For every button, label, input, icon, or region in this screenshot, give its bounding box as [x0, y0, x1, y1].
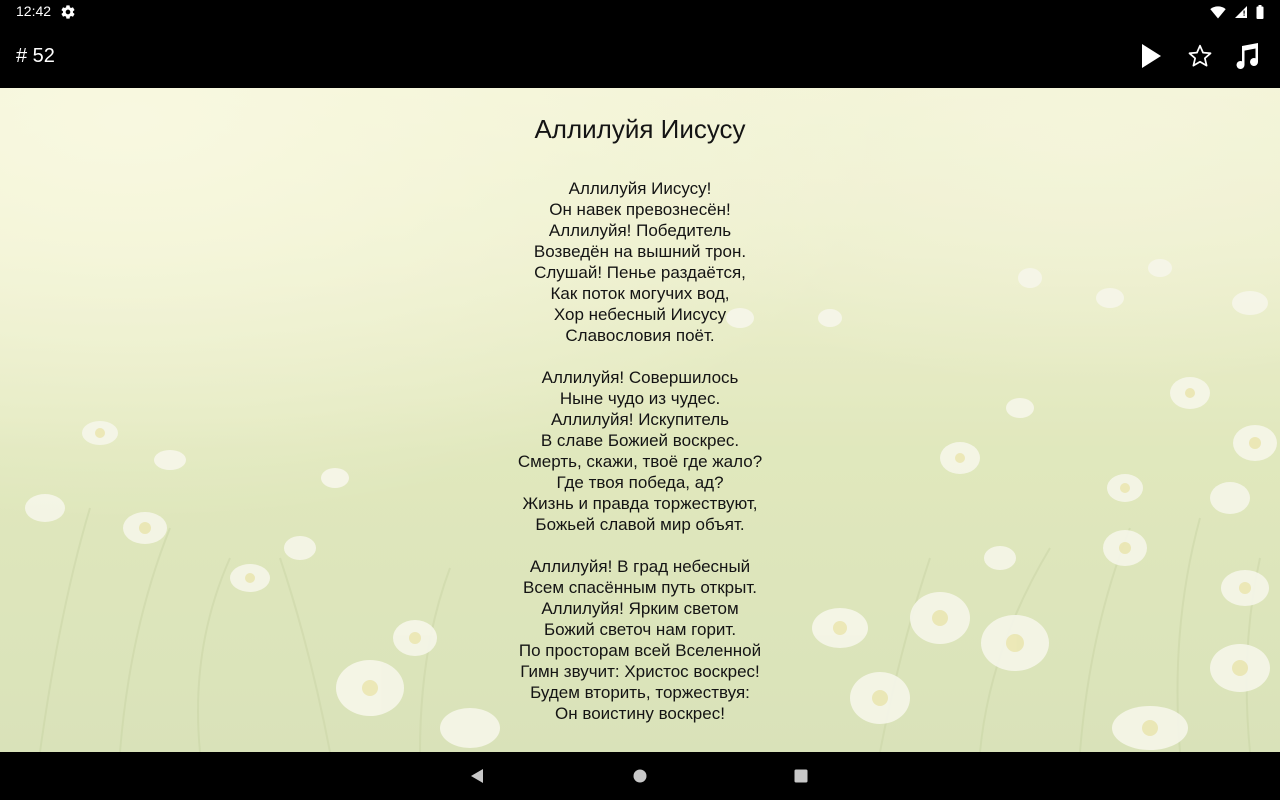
home-button[interactable]	[624, 760, 656, 792]
song-lyrics	[0, 88, 1280, 724]
lyric-line: В славе Божией воскрес.	[540, 431, 740, 450]
home-icon	[632, 768, 648, 784]
lyric-line: Аллилуйя! Совершилось	[541, 368, 739, 387]
lyric-line: Будем вторить, торжествуя:	[530, 683, 750, 702]
play-icon	[1139, 43, 1163, 69]
recents-icon	[793, 768, 809, 784]
back-button[interactable]	[461, 760, 493, 792]
lyric-line: Где твоя победа, ад?	[556, 473, 724, 492]
play-button[interactable]	[1127, 32, 1175, 80]
settings-gear-icon	[60, 4, 76, 20]
song-content[interactable]	[0, 88, 1280, 752]
music-button[interactable]	[1223, 32, 1271, 80]
lyric-line: Хор небесный Иисусу	[553, 305, 727, 324]
song-title: Аллилуйя Иисусу	[534, 114, 746, 144]
lyric-line: Ныне чудо из чудес.	[559, 389, 721, 408]
lyric-line: Аллилуйя! Искупитель	[550, 410, 730, 429]
favorite-button[interactable]	[1176, 32, 1224, 80]
lyric-line: Жизнь и правда торжествуют,	[522, 494, 758, 513]
lyric-line: Гимн звучит: Христос воскрес!	[520, 662, 760, 681]
lyric-line: По просторам всей Вселенной	[518, 641, 762, 660]
lyric-line: Он навек превознесён!	[549, 200, 731, 219]
song-number-title: # 52	[16, 45, 55, 67]
navigation-bar	[0, 752, 1280, 800]
status-bar	[0, 0, 1280, 24]
recents-button[interactable]	[785, 760, 817, 792]
lyric-line: Аллилуйя! Ярким светом	[541, 599, 739, 618]
status-time: 12:42	[16, 3, 52, 19]
music-note-icon	[1234, 42, 1260, 70]
lyric-line: Славословия поёт.	[565, 326, 715, 345]
stanza	[0, 556, 1280, 724]
lyric-line: Слушай! Пенье раздаётся,	[534, 263, 746, 282]
lyric-line: Возведён на вышний трон.	[533, 242, 747, 261]
lyric-line: Аллилуйя! В град небесный	[529, 557, 751, 576]
back-icon	[469, 768, 485, 784]
app-bar	[0, 24, 1280, 88]
stanzas	[0, 178, 1280, 724]
signal-icon	[1234, 5, 1248, 19]
lyric-line: Аллилуйя! Победитель	[548, 221, 732, 240]
stanza	[0, 178, 1280, 346]
stanza	[0, 367, 1280, 535]
lyric-line: Всем спасённым путь открыт.	[523, 578, 757, 597]
lyric-line: Он воистину воскрес!	[555, 704, 725, 723]
lyric-line: Божий светоч нам горит.	[543, 620, 737, 639]
lyric-line: Аллилуйя Иисусу!	[568, 179, 712, 198]
star-outline-icon	[1187, 43, 1213, 69]
lyric-line: Смерть, скажи, твоё где жало?	[517, 452, 763, 471]
battery-icon	[1256, 5, 1264, 19]
wifi-icon	[1210, 5, 1226, 19]
lyric-line: Божьей славой мир объят.	[535, 515, 745, 534]
lyric-line: Как поток могучих вод,	[550, 284, 730, 303]
